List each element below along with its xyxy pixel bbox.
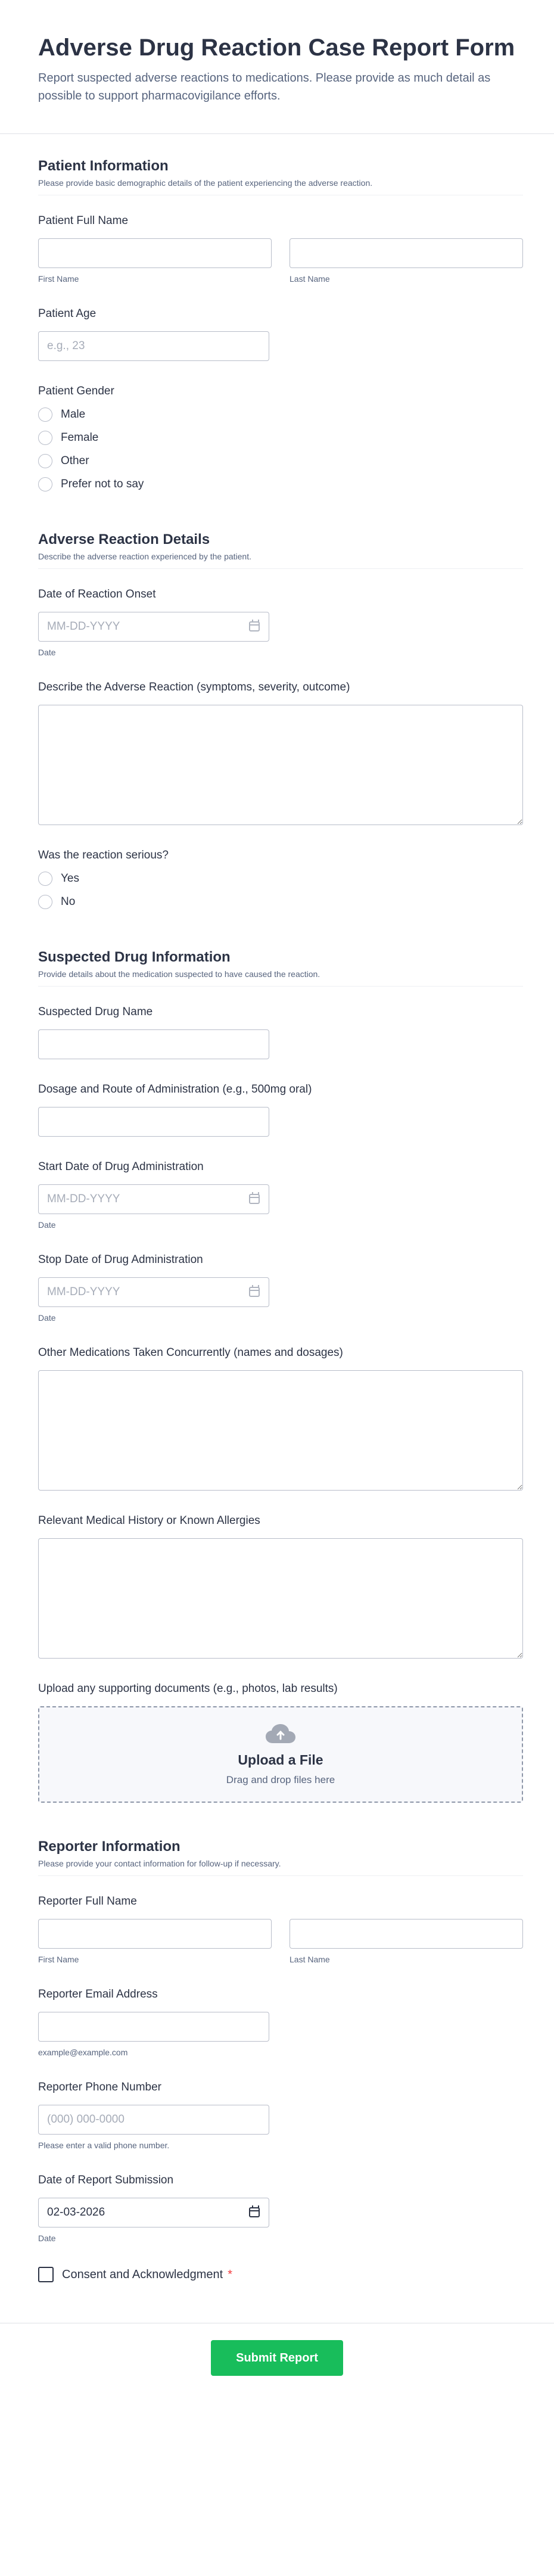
radio-option-no[interactable]	[38, 890, 523, 913]
radio-button[interactable]	[38, 454, 52, 468]
submit-button[interactable]: Submit Report	[211, 2340, 343, 2376]
cloud-upload-icon	[265, 1723, 296, 1744]
radio-button[interactable]	[38, 477, 52, 491]
file-upload-dropzone[interactable]	[38, 1706, 523, 1803]
patient-last-name-input[interactable]	[290, 238, 523, 268]
field-label: Stop Date of Drug Administration	[38, 1253, 203, 1266]
medical-history-textarea[interactable]	[38, 1538, 523, 1659]
field-label: Date of Report Submission	[38, 2174, 174, 2186]
patient-gender-field	[38, 385, 523, 496]
radio-button[interactable]	[38, 872, 52, 886]
field-label: Reporter Full Name	[38, 1895, 137, 1908]
form-title: Adverse Drug Reaction Case Report Form	[38, 35, 515, 61]
submission-date-field	[38, 2174, 523, 2243]
reporter-phone-input[interactable]	[38, 2105, 269, 2135]
patient-section	[38, 134, 523, 496]
drug-stop-date-field	[38, 1253, 523, 1323]
form-footer	[0, 2323, 554, 2376]
field-label: Patient Gender	[38, 385, 114, 397]
field-label: Patient Age	[38, 307, 97, 320]
patient-name-field	[38, 214, 523, 284]
required-marker: *	[228, 2267, 232, 2281]
sublabel: Please enter a valid phone number.	[38, 2141, 170, 2150]
reaction-section	[38, 508, 523, 913]
field-label: Date of Reaction Onset	[38, 588, 156, 601]
radio-option-yes[interactable]	[38, 867, 523, 890]
reporter-first-name-input[interactable]	[38, 1919, 272, 1949]
radio-label: Other	[61, 454, 89, 467]
patient-age-input[interactable]	[38, 331, 269, 361]
reaction-description-field	[38, 681, 523, 825]
calendar-icon[interactable]	[249, 1194, 260, 1204]
section-subtitle: Describe the adverse reaction experienced by the patient.	[38, 552, 251, 561]
form-description: Report suspected adverse reactions to medications. Please provide as much detail as possible to support pharmacovigilance efforts.	[38, 71, 491, 102]
medical-history-field	[38, 1514, 523, 1659]
field-label: Suspected Drug Name	[38, 1006, 153, 1018]
reporter-email-field	[38, 1988, 523, 2057]
consent-field[interactable]	[38, 2267, 523, 2282]
section-subtitle: Please provide basic demographic details of the patient experiencing the adverse reaction.	[38, 178, 373, 188]
reaction-description-textarea[interactable]	[38, 705, 523, 825]
radio-button[interactable]	[38, 431, 52, 445]
radio-label: Yes	[61, 872, 79, 885]
consent-checkbox[interactable]	[38, 2267, 54, 2282]
section-title: Suspected Drug Information	[38, 949, 231, 965]
field-label: Other Medications Taken Concurrently (names and dosages)	[38, 1346, 343, 1359]
sublabel: Date	[38, 1220, 56, 1230]
sublabel: First Name	[38, 274, 79, 284]
radio-option-male[interactable]	[38, 403, 523, 426]
field-label: Describe the Adverse Reaction (symptoms, severity, outcome)	[38, 681, 350, 693]
reporter-section-header	[38, 1838, 523, 1876]
radio-label: No	[61, 895, 76, 908]
patient-age-field	[38, 307, 523, 361]
calendar-icon[interactable]	[249, 1287, 260, 1297]
field-label: Dosage and Route of Administration (e.g., 500mg oral)	[38, 1083, 312, 1096]
section-title: Reporter Information	[38, 1838, 180, 1855]
drug-dosage-input[interactable]	[38, 1107, 269, 1137]
patient-section-header	[38, 158, 523, 195]
sublabel: Last Name	[290, 274, 330, 284]
sublabel: Last Name	[290, 1955, 330, 1964]
radio-option-other[interactable]	[38, 449, 523, 472]
reaction-onset-date-input[interactable]	[38, 612, 269, 642]
field-label: Start Date of Drug Administration	[38, 1161, 204, 1173]
reporter-section	[38, 1827, 523, 2282]
drug-section	[38, 925, 523, 1803]
calendar-icon[interactable]	[249, 2207, 260, 2217]
sublabel: Date	[38, 1313, 56, 1323]
field-label: Reporter Phone Number	[38, 2081, 161, 2093]
reaction-serious-field	[38, 849, 523, 913]
field-label: Was the reaction serious?	[38, 849, 169, 861]
drug-stop-date-input[interactable]	[38, 1277, 269, 1307]
reporter-email-input[interactable]	[38, 2012, 269, 2042]
field-label: Reporter Email Address	[38, 1988, 158, 2001]
drug-name-field	[38, 1006, 523, 1059]
form-header	[0, 0, 554, 134]
sublabel: First Name	[38, 1955, 79, 1964]
consent-label: Consent and Acknowledgment	[62, 2267, 223, 2281]
section-subtitle: Provide details about the medication suspected to have caused the reaction.	[38, 969, 320, 979]
drug-dosage-field	[38, 1083, 523, 1137]
field-label: Upload any supporting documents (e.g., photos, lab results)	[38, 1682, 338, 1695]
radio-label: Female	[61, 431, 99, 444]
calendar-icon[interactable]	[249, 621, 260, 631]
drug-section-header	[38, 949, 523, 987]
field-label: Relevant Medical History or Known Allergies	[38, 1514, 260, 1527]
radio-option-female[interactable]	[38, 426, 523, 449]
form-content	[0, 134, 554, 2282]
upload-subtitle: Drag and drop files here	[226, 1774, 335, 1785]
reaction-onset-field	[38, 588, 523, 657]
submission-date-input[interactable]	[38, 2198, 269, 2227]
reaction-section-header	[38, 531, 523, 569]
section-title: Adverse Reaction Details	[38, 531, 210, 547]
reporter-phone-field	[38, 2081, 523, 2150]
radio-label: Prefer not to say	[61, 477, 144, 490]
sublabel: Date	[38, 648, 56, 657]
drug-start-date-input[interactable]	[38, 1184, 269, 1214]
drug-name-input[interactable]	[38, 1029, 269, 1059]
other-medications-field	[38, 1346, 523, 1491]
sublabel: example@example.com	[38, 2048, 128, 2057]
reporter-name-field	[38, 1895, 523, 1964]
field-label: Patient Full Name	[38, 214, 129, 227]
drug-start-date-field	[38, 1161, 523, 1230]
other-medications-textarea[interactable]	[38, 1370, 523, 1491]
upload-field	[38, 1682, 523, 1803]
radio-option-prefer-not-to-say[interactable]	[38, 472, 523, 496]
radio-button[interactable]	[38, 895, 52, 909]
radio-button[interactable]	[38, 407, 52, 422]
reporter-last-name-input[interactable]	[290, 1919, 523, 1949]
sublabel: Date	[38, 2233, 56, 2243]
section-subtitle: Please provide your contact information for follow-up if necessary.	[38, 1859, 281, 1868]
radio-label: Male	[61, 407, 86, 421]
section-title: Patient Information	[38, 158, 169, 174]
patient-first-name-input[interactable]	[38, 238, 272, 268]
upload-title: Upload a File	[238, 1751, 323, 1768]
